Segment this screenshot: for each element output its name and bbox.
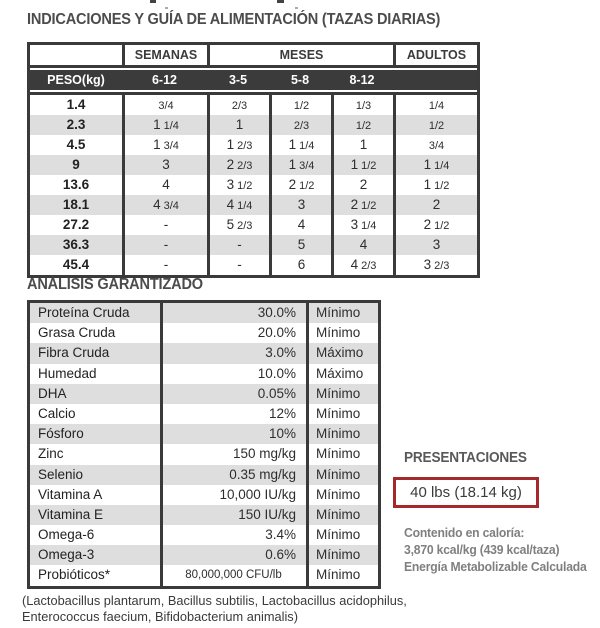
feeding-table-header-row [30, 45, 477, 68]
analysis-row [30, 545, 378, 565]
portion-cell: 3 [122, 155, 207, 175]
min-max-qualifier: Mínimo [306, 303, 378, 323]
weight-cell: 2.3 [66, 117, 86, 132]
portion-cell: 5 [269, 235, 331, 255]
nutrient-value: 12% [160, 404, 306, 424]
portion-cell: 1/2 [269, 95, 331, 115]
min-max-qualifier: Mínimo [306, 465, 378, 485]
nutrient-value: 3.4% [160, 525, 306, 545]
analysis-row [30, 525, 378, 545]
weight-cell: 13.6 [62, 177, 90, 192]
portion-cell: 1 1/2 [393, 175, 477, 195]
analysis-row [30, 444, 378, 464]
portion-cell: 1 1/2 [331, 155, 393, 175]
portion-cell: - [122, 215, 207, 235]
portion-cell: 3/4 [393, 135, 477, 155]
portion-cell: 1 1/4 [393, 155, 477, 175]
analysis-row [30, 364, 378, 384]
nutrient-name: Probióticos* [38, 567, 111, 583]
portion-cell: 2 2/3 [207, 155, 269, 175]
presentations-title: PRESENTACIONES [404, 450, 527, 466]
empty-header-cell [30, 45, 122, 65]
portion-cell: 1 [331, 135, 393, 155]
weight-cell: 18.1 [62, 197, 90, 212]
portion-cell: 3 [393, 235, 477, 255]
portion-cell: 5 2/3 [207, 215, 269, 235]
nutrient-value: 20.0% [160, 323, 306, 343]
min-max-qualifier: Mínimo [306, 545, 378, 565]
portion-cell: - [207, 235, 269, 255]
portion-cell: 4 [122, 175, 207, 195]
nutrient-name: Vitamina E [38, 506, 104, 522]
nutrient-value: 80,000,000 CFU/lb [160, 565, 306, 585]
weight-cell: 45.4 [62, 257, 90, 272]
min-max-qualifier: Máximo [306, 343, 378, 363]
calorie-note: Energía Metabolizable Calculada [404, 559, 587, 574]
portion-cell: - [122, 235, 207, 255]
weight-cell: 1.4 [66, 97, 86, 112]
guaranteed-analysis-table [27, 300, 381, 589]
min-max-qualifier: Mínimo [306, 565, 378, 585]
subheader-adults-blank [393, 70, 477, 90]
footnote-line-2: Enterococcus faecium, Bifidobacterium animalis) [22, 609, 298, 624]
min-max-qualifier: Mínimo [306, 525, 378, 545]
portion-cell: 1/4 [393, 95, 477, 115]
probiotics-footnote [22, 593, 407, 625]
portion-cell: 4 1/4 [207, 195, 269, 215]
portion-cell: 6 [269, 255, 331, 275]
nutrient-value: 150 IU/kg [160, 505, 306, 525]
nutrient-value: 0.6% [160, 545, 306, 565]
footnote-line-1: (Lactobacillus plantarum, Bacillus subtilis, Lactobacillus acidophilus, [22, 593, 407, 608]
portion-cell: 2 [331, 175, 393, 195]
nutrient-value: 150 mg/kg [160, 444, 306, 464]
nutrient-value: 10.0% [160, 364, 306, 384]
feeding-row [30, 135, 477, 155]
portion-cell: 2/3 [207, 95, 269, 115]
min-max-qualifier: Mínimo [306, 384, 378, 404]
portion-cell: 1 3/4 [122, 135, 207, 155]
feeding-row [30, 215, 477, 235]
calorie-heading: Contenido en caloría: [404, 525, 525, 540]
portion-cell: - [207, 255, 269, 275]
nutrient-name: Calcio [38, 405, 76, 421]
nutrient-name: Fibra Cruda [38, 345, 110, 361]
portion-cell: 1 [207, 115, 269, 135]
feeding-row [30, 155, 477, 175]
nutrient-name: DHA [38, 385, 67, 401]
min-max-qualifier: Mínimo [306, 444, 378, 464]
analysis-row [30, 505, 378, 525]
nutrient-name: Humedad [38, 365, 97, 381]
nutrient-value: 30.0% [160, 303, 306, 323]
cropped-artifact [277, 0, 284, 3]
nutrient-name: Grasa Cruda [38, 325, 116, 341]
portion-cell: 1 1/4 [269, 135, 331, 155]
feeding-table-subheader-row [30, 70, 477, 90]
analysis-row [30, 384, 378, 404]
cropped-artifact [295, 7, 298, 9]
portion-cell: 3 1/4 [331, 215, 393, 235]
portion-cell: 1/2 [331, 115, 393, 135]
feeding-row [30, 95, 477, 115]
nutrient-name: Fósforo [38, 426, 84, 442]
weight-cell: 27.2 [62, 217, 90, 232]
subheader-months-range-2: 5-8 [290, 73, 310, 87]
portion-cell: - [122, 255, 207, 275]
nutrient-name: Vitamina A [38, 486, 103, 502]
package-size-badge: 40 lbs (18.14 kg) [393, 477, 539, 508]
feeding-row [30, 115, 477, 135]
cropped-artifact [150, 0, 156, 3]
subheader-months-range-3: 8-12 [349, 73, 375, 87]
header-weeks: SEMANAS [122, 45, 207, 65]
subheader-weight: PESO(kg) [47, 73, 105, 87]
analysis-row [30, 565, 378, 585]
min-max-qualifier: Mínimo [306, 424, 378, 444]
subheader-months-range-1: 3-5 [228, 73, 248, 87]
feeding-row [30, 175, 477, 195]
header-months: MESES [207, 45, 393, 65]
nutrient-value: 10,000 IU/kg [160, 485, 306, 505]
feeding-row [30, 255, 477, 275]
feeding-row [30, 235, 477, 255]
nutrient-name: Proteína Cruda [38, 305, 130, 320]
portion-cell: 2/3 [269, 115, 331, 135]
analysis-row [30, 465, 378, 485]
min-max-qualifier: Mínimo [306, 485, 378, 505]
weight-cell: 4.5 [66, 137, 86, 152]
calorie-content [404, 524, 587, 575]
portion-cell: 1 2/3 [207, 135, 269, 155]
nutrient-value: 3.0% [160, 343, 306, 363]
nutrient-name: Selenio [38, 466, 84, 482]
portion-cell: 4 2/3 [331, 255, 393, 275]
portion-cell: 2 1/2 [393, 215, 477, 235]
analysis-row [30, 485, 378, 505]
nutrient-name: Zinc [38, 446, 64, 462]
header-adults: ADULTOS [393, 45, 477, 65]
portion-cell: 2 1/2 [331, 195, 393, 215]
portion-cell: 2 1/2 [269, 175, 331, 195]
calorie-value: 3,870 kcal/kg (439 kcal/taza) [404, 542, 560, 557]
page-title: INDICACIONES Y GUÍA DE ALIMENTACIÓN (TAZAS DIARIAS) [27, 11, 441, 28]
portion-cell: 1/2 [393, 115, 477, 135]
analysis-row [30, 303, 378, 323]
feeding-row [30, 195, 477, 215]
portion-cell: 1 3/4 [269, 155, 331, 175]
nutrient-name: Omega-3 [38, 547, 95, 563]
portion-cell: 1 1/4 [122, 115, 207, 135]
analysis-row [30, 323, 378, 343]
min-max-qualifier: Mínimo [306, 323, 378, 343]
feeding-table [27, 42, 480, 278]
nutrient-value: 0.05% [160, 384, 306, 404]
portion-cell: 3 [269, 195, 331, 215]
portion-cell: 2 [393, 195, 477, 215]
min-max-qualifier: Mínimo [306, 404, 378, 424]
cropped-artifact [165, 7, 168, 9]
feeding-table-body [30, 92, 477, 275]
portion-cell: 3 1/2 [207, 175, 269, 195]
weight-cell: 36.3 [62, 237, 90, 252]
weight-cell: 9 [72, 157, 80, 172]
nutrient-name: Omega-6 [38, 527, 95, 543]
subheader-weeks-range: 6-12 [151, 73, 178, 87]
portion-cell: 3/4 [122, 95, 207, 115]
min-max-qualifier: Mínimo [306, 505, 378, 525]
portion-cell: 4 [331, 235, 393, 255]
nutrient-value: 10% [160, 424, 306, 444]
analysis-title: ANÁLISIS GARANTIZADO [27, 276, 203, 293]
analysis-row [30, 343, 378, 363]
nutrient-value: 0.35 mg/kg [160, 465, 306, 485]
min-max-qualifier: Máximo [306, 364, 378, 384]
portion-cell: 3 2/3 [393, 255, 477, 275]
portion-cell: 4 3/4 [122, 195, 207, 215]
analysis-row [30, 404, 378, 424]
portion-cell: 1/3 [331, 95, 393, 115]
analysis-row [30, 424, 378, 444]
portion-cell: 4 [269, 215, 331, 235]
